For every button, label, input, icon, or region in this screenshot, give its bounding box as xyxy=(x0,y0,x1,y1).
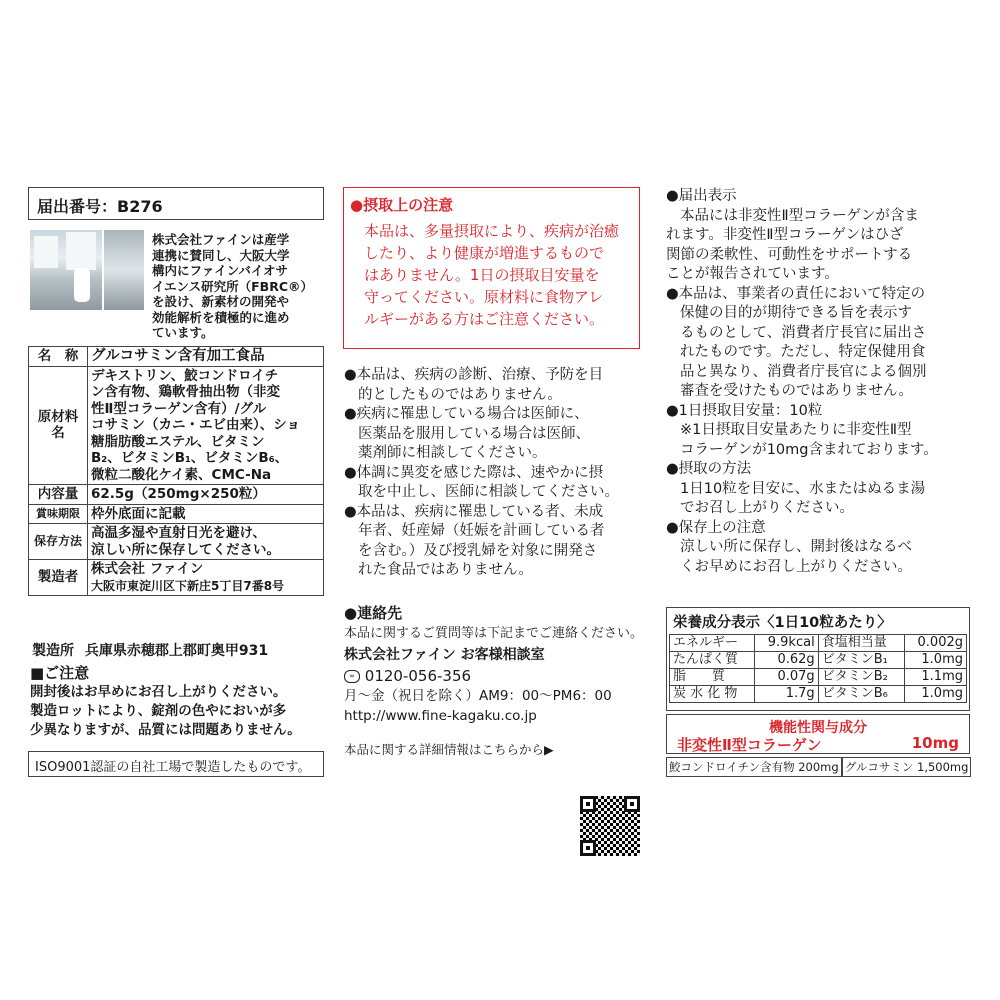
text-line: を含む。）及び授乳婦を対象に開発さ xyxy=(358,542,598,559)
text-line: 大阪市東淀川区下新庄5丁目7番8号 xyxy=(91,578,285,593)
text-line: ●本品は、疾病に罹患している者、未成 xyxy=(344,503,604,520)
text-line: コラーゲンが10mg含まれております。 xyxy=(680,441,938,458)
text-line: ●疾病に罹患している場合は医師に、 xyxy=(344,406,589,422)
text-line: 炭 水 化 物 xyxy=(670,686,755,703)
text-line: 開封後はお早めにお召し上がりください。 xyxy=(30,684,287,700)
text-line: 年者、妊産婦（妊娠を計画している者 xyxy=(358,523,605,539)
nutrition-row xyxy=(670,686,967,703)
text-line: ン含有物、鶏軟骨抽出物（非変 xyxy=(91,384,280,400)
text-line: を設け、新素材の開発や xyxy=(152,294,290,309)
text-line: ことが報告されています。 xyxy=(666,266,839,282)
text-line: 医薬品を服用している場合は医師、 xyxy=(358,425,590,442)
text-line: グルコサミン含有加工食品 xyxy=(88,347,324,367)
text-line: 微粒二酸化ケイ素、CMC-Na xyxy=(91,466,272,483)
text-line: ビタミンB₂ xyxy=(818,669,904,686)
lab-photo xyxy=(30,230,102,310)
text-line: ※1日摂取目安量あたりに非変性Ⅱ型 xyxy=(680,422,912,438)
claim-responsibility xyxy=(666,285,938,402)
text-line: 高温多湿や直射日光を避け、 xyxy=(91,525,266,541)
functional-name: 非変性Ⅱ型コラーゲン xyxy=(677,736,822,754)
text-line: 本品は、多量摂取により、疾病が治癒 xyxy=(364,222,620,240)
text-line: 脂 質 xyxy=(670,669,755,686)
intake-caution-box xyxy=(343,187,640,349)
text-line: ●届出表示 xyxy=(666,188,737,204)
text-line: 効能解析を積極的に進め xyxy=(152,309,290,325)
detail-info-label: 本品に関する詳細情報はこちらから▶ xyxy=(344,742,554,757)
factory-label: 製造所 xyxy=(32,643,74,659)
caution-title: ■ご注意 xyxy=(30,664,90,682)
text-line: ●摂取の方法 xyxy=(666,461,752,477)
text-line: れます。非変性Ⅱ型コラーゲンはひざ xyxy=(666,227,904,243)
text-line: 本品には非変性Ⅱ型コラーゲンが含ま xyxy=(680,207,919,224)
text-line: れたものです。ただし、特定保健用食 xyxy=(680,344,926,360)
text-line: 食塩相当量 xyxy=(818,635,904,652)
text-line: ●本品は、事業者の責任において特定の xyxy=(666,285,926,302)
text-line: 株式会社 ファイン xyxy=(91,561,204,577)
text-line: 保存方法 xyxy=(29,524,88,560)
spec-row-content xyxy=(29,485,324,505)
text-line: 糖脂肪酸エステル、ビタミン xyxy=(91,433,265,450)
text-line: はありません。1日の摂取目安量を xyxy=(364,266,600,284)
text-line: ISO9001認証の自社工場で製造したものです。 xyxy=(35,760,311,775)
nutrition-table xyxy=(669,634,967,703)
text-line: デキストリン、鮫コンドロイチ xyxy=(91,367,279,384)
text-line: グルコサミン 1,500mg xyxy=(842,757,972,777)
text-line: 内容量 xyxy=(29,485,88,505)
text-line: 構内にファインバイオサ xyxy=(152,263,289,278)
text-line: 0.62g xyxy=(755,652,819,669)
claims-section xyxy=(666,187,938,577)
text-line: 保健の目的が期待できる旨を表示す xyxy=(680,305,912,321)
text-line: 性Ⅱ型コラーゲン含有）/グル xyxy=(91,400,267,417)
text-line: 的としたものではありません。 xyxy=(358,386,562,403)
intake-caution-title: ●摂取上の注意 xyxy=(350,196,454,214)
text-line: 1日10粒を目安に、水またはぬるま湯 xyxy=(680,480,926,497)
text-line: たんぱく質 xyxy=(670,652,755,669)
text-line: コサミン（カニ・エビ由来）、ショ xyxy=(91,417,300,433)
text-line: 月～金（祝日を除く）AM9：00～PM6：00 xyxy=(344,688,612,704)
text-line: 鮫コンドロイチン含有物 200mg xyxy=(666,757,842,777)
text-line: 0.002g xyxy=(905,635,967,652)
text-line: エネルギー xyxy=(670,635,755,652)
text-line: 株式会社ファインは産学 xyxy=(152,232,290,247)
contact-title: ●連絡先 xyxy=(344,604,403,622)
text-line: ●本品は、疾病の診断、治療、予防を目 xyxy=(344,367,604,383)
text-line: 少異なりますが、品質には問題ありません。 xyxy=(30,722,301,738)
text-line: でお召し上がりください。 xyxy=(680,500,854,516)
text-line: れた食品ではありません。 xyxy=(358,562,533,578)
claim-method xyxy=(666,460,938,519)
warning-3 xyxy=(344,464,619,503)
claim-notification xyxy=(666,187,938,285)
text-line: 9.9kcal xyxy=(755,635,819,652)
text-line: 連携に賛同し、大阪大学 xyxy=(152,247,290,263)
qr-code[interactable] xyxy=(580,796,640,856)
functional-ingredient-box xyxy=(666,714,970,754)
contact-section xyxy=(344,602,643,726)
nutrition-row xyxy=(670,635,967,652)
text-line: ビタミンB₁ xyxy=(818,652,904,669)
text-line: 薬剤師に相談してください。 xyxy=(358,445,547,461)
text-line: イエンス研究所（FBRC®） xyxy=(152,278,313,294)
functional-title: 機能性関与成分 xyxy=(769,720,867,736)
warning-1 xyxy=(344,366,619,405)
caution-section xyxy=(30,664,301,740)
factory-address: 兵庫県赤穂郡上郡町奥甲931 xyxy=(84,643,269,659)
text-line: 涼しい所に保存し、開封後はなるべ xyxy=(680,539,912,555)
functional-amount: 10mg xyxy=(911,734,959,752)
text-line: 関節の柔軟性、可動性をサポートする xyxy=(666,246,913,263)
text-line: 0120-056-356 xyxy=(364,667,472,685)
text-line: 62.5g（250mg×250粒） xyxy=(88,485,324,505)
product-spec-table xyxy=(28,346,324,596)
extra-ingredients xyxy=(666,757,970,777)
warning-bullets xyxy=(344,366,619,581)
text-line: るものとして、消費者庁長官に届出さ xyxy=(680,324,927,341)
nutrition-row xyxy=(670,669,967,686)
text-line: 涼しい所に保存してください。 xyxy=(91,541,280,558)
warning-4 xyxy=(344,503,619,581)
claim-daily-amount xyxy=(666,402,938,461)
nutrition-row xyxy=(670,652,967,669)
factory-row xyxy=(32,640,268,660)
warning-2 xyxy=(344,405,619,464)
text-line: 名 称 xyxy=(29,347,88,367)
spec-row-manufacturer xyxy=(29,560,324,596)
spec-row-ingredients xyxy=(29,366,324,485)
text-line: 審査を受けたものではありません。 xyxy=(680,383,913,399)
iso-box xyxy=(28,751,324,777)
text-line: 1.7g xyxy=(755,686,819,703)
nutrition-box xyxy=(666,607,970,711)
text-line: ビタミンB₆ xyxy=(818,686,904,703)
claim-storage xyxy=(666,519,938,578)
text-line: B₂、ビタミンB₁、ビタミンB₆、 xyxy=(91,450,289,466)
text-line: 本品に関するご質問等は下記までご連絡ください。 xyxy=(344,626,644,641)
text-line: 賞味期限 xyxy=(29,504,88,524)
text-line: 枠外底面に記載 xyxy=(88,504,324,524)
text-line: ●体調に異変を感じた際は、速やかに摂 xyxy=(344,464,604,481)
text-line: 0.07g xyxy=(755,669,819,686)
text-line: くお早めにお召し上がりください。 xyxy=(680,558,912,575)
contact-company: 株式会社ファイン お客様相談室 xyxy=(344,647,545,663)
spec-row-expiry xyxy=(29,504,324,524)
text-line: 製造者 xyxy=(29,560,88,596)
notification-number-box xyxy=(28,187,324,220)
lab-photo-2 xyxy=(104,230,144,310)
text-line: ています。 xyxy=(152,325,214,340)
website-link[interactable]: http://www.fine-kagaku.co.jp xyxy=(344,708,537,724)
text-line: 1.0mg xyxy=(905,652,967,669)
text-line: 品と異なり、消費者庁長官による個別 xyxy=(680,363,927,380)
text-line: ●保存上の注意 xyxy=(666,519,766,536)
text-line: 製造ロットにより、錠剤の色やにおいが多 xyxy=(30,703,287,719)
spec-row-storage xyxy=(29,524,324,560)
text-line: ●1日摂取目安量：10粒 xyxy=(666,402,823,419)
text-line: 1.0mg xyxy=(905,686,967,703)
text-line: 取を中止し、医師に相談してください。 xyxy=(358,484,619,500)
text-line: 1.1mg xyxy=(905,669,967,686)
free-dial-icon: ∞ xyxy=(344,670,360,683)
nutrition-title: 栄養成分表示〈1日10粒あたり〉 xyxy=(673,615,892,631)
text-line: したり、より健康が増進するもので xyxy=(364,244,605,262)
spec-row-name xyxy=(29,347,324,367)
notification-number: 届出番号：B276 xyxy=(37,197,163,216)
text-line: 守ってください。原材料に食物アレ xyxy=(364,288,604,306)
text-line: 原材料名 xyxy=(29,366,88,485)
free-dial xyxy=(344,666,643,686)
company-description xyxy=(152,232,313,341)
text-line: ルギーがある方はご注意ください。 xyxy=(364,310,605,328)
